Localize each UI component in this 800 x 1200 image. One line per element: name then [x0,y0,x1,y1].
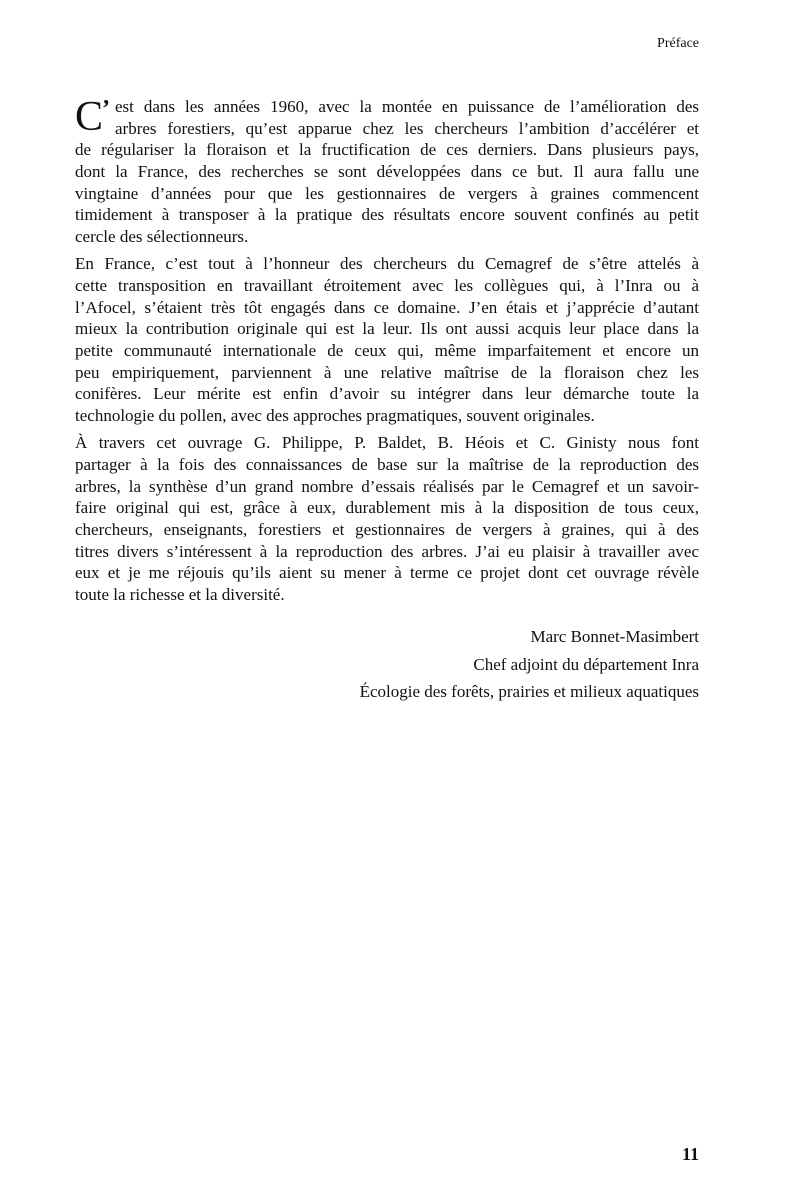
text-line: faire original qui est, grâce à eux, durablement mis à la disposition de tous ceux, [75,498,699,518]
text-line: eux et je me réjouis qu’ils aient su mener à terme ce projet dont cet ouvrage révèle [75,563,699,583]
text-line: dont la France, des recherches se sont développées dans ce but. Il aura fallu une [75,162,699,182]
signature-block [360,623,699,706]
page-number: 11 [681,1144,699,1164]
text-line: mieux la contribution originale qui est la leur. Ils ont aussi acquis leur place dans la [75,319,699,339]
text-line: petite communauté internationale de ceux qui, même imparfaitement et encore un [75,341,699,361]
paragraph [75,96,699,248]
text-line: À travers cet ouvrage G. Philippe, P. Baldet, B. Héois et C. Ginisty nous font [75,433,699,453]
text-line: chercheurs, enseignants, forestiers et gestionnaires de vergers à graines, qui à des [75,520,699,540]
text-line: timidement à transposer à la pratique des résultats encore souvent confinés au petit [75,205,699,225]
text-line: technologie du pollen, avec des approches pragmatiques, souvent originales. [75,406,595,426]
paragraph [75,432,699,606]
signature-title: Chef adjoint du département Inra [473,654,699,674]
drop-cap-letter: C [75,97,104,138]
text-line: l’Afocel, s’étaient très tôt engagés dans ce domaine. J’en étais et j’apprécie d’autant [75,297,699,317]
signature-department: Écologie des forêts, prairies et milieux aquatiques [359,682,699,701]
text-line: vingtaine d’années pour que les gestionnaires de vergers à graines commencent [75,183,699,203]
text-line: arbres forestiers, qu’est apparue chez les chercheurs l’ambition d’accélérer et [115,118,699,138]
text-line: titres divers s’intéressent à la reproduction des arbres. J’ai eu plaisir à travailler avec [75,541,699,561]
text-line: peu empiriquement, parviennent à une relative maîtrise de la floraison chez les [75,362,699,382]
text-line: conifères. Leur mérite est enfin d’avoir su intégrer dans leur démarche toute la [75,384,699,404]
drop-cap [75,97,113,138]
text-line: cercle des sélectionneurs. [75,227,249,247]
text-line: arbres, la synthèse d’un grand nombre d’essais réalisés par le Cemagref et un savoir- [75,476,699,496]
drop-cap-apostrophe: ’ [102,97,111,122]
text-line: cette transposition en travaillant étroitement avec les collègues qui, à l’Inra ou à [75,276,699,295]
text-line: de régulariser la floraison et la fructification de ces derniers. Dans plusieurs pays, [75,140,699,160]
text-line: En France, c’est tout à l’honneur des chercheurs du Cemagref de s’être attelés à [75,254,699,274]
text-line: partager à la fois des connaissances de base sur la maîtrise de la reproduction des [75,455,699,474]
running-header: Préface [657,36,699,51]
text-line: toute la richesse et la diversité. [75,585,285,605]
signature-name: Marc Bonnet-Masimbert [530,627,699,646]
text-line: est dans les années 1960, avec la montée en puissance de l’amélioration des [115,97,699,116]
paragraph [75,253,699,427]
preface-body [75,96,699,611]
